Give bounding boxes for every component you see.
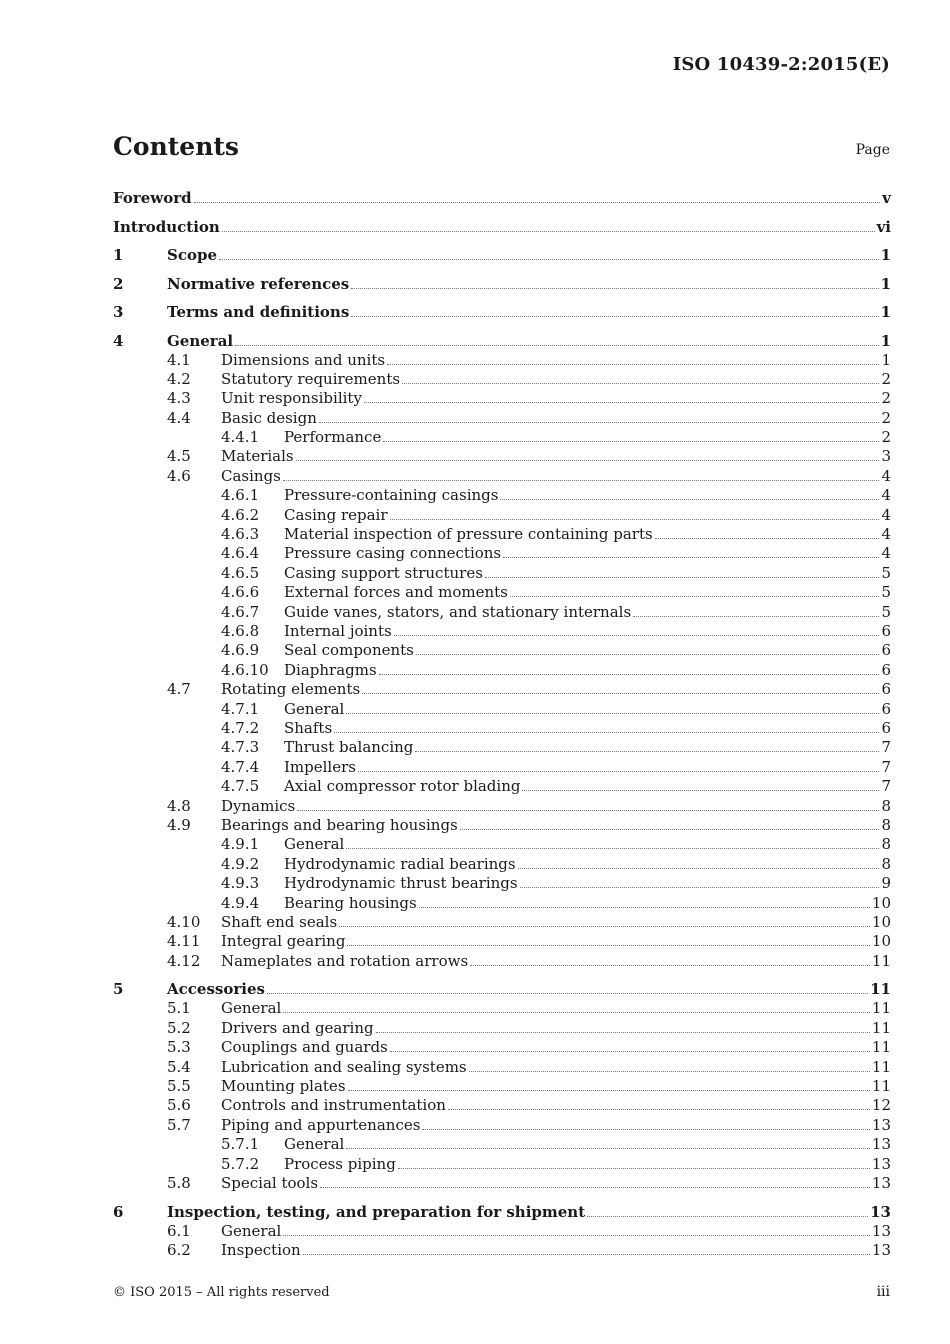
toc-entry-title: Internal joints [284, 622, 392, 640]
toc-subsection-entry[interactable] [113, 775, 891, 795]
toc-entry-title: Unit responsibility [221, 389, 362, 407]
toc-subsection-entry[interactable] [113, 892, 891, 912]
toc-entry-number: 4.6.10 [221, 661, 269, 679]
toc-dot-leader [460, 829, 880, 830]
toc-subsection-entry[interactable] [113, 1172, 891, 1192]
toc-subsection-entry[interactable] [113, 504, 891, 524]
toc-dot-leader [222, 231, 875, 232]
toc-entry-title: Dynamics [221, 797, 296, 815]
toc-dot-leader [522, 790, 879, 791]
toc-entry-page: 1 [881, 351, 891, 369]
toc-entry-number: 1 [113, 246, 124, 264]
toc-entry-page: 13 [871, 1155, 891, 1173]
toc-entry-number: 4.6.2 [221, 506, 260, 524]
toc-entry-page: 6 [881, 641, 891, 659]
toc-entry-title: Axial compressor rotor blading [284, 777, 521, 795]
toc-section-entry[interactable] [113, 187, 891, 207]
toc-entry-number: 4.9 [167, 816, 191, 834]
toc-entry-title: Casing repair [284, 506, 388, 524]
toc-dot-leader [390, 519, 880, 520]
toc-entry-page: 10 [871, 932, 891, 950]
toc-entry-number: 6.1 [167, 1222, 191, 1240]
toc-dot-leader [358, 771, 879, 772]
toc-entry-number: 6 [113, 1203, 124, 1221]
toc-entry-number: 5.7.1 [221, 1135, 260, 1153]
toc-subsection-entry[interactable] [113, 814, 891, 834]
toc-entry-page: 7 [881, 758, 891, 776]
toc-entry-page: 13 [871, 1116, 891, 1134]
toc-dot-leader [339, 926, 870, 927]
toc-entry-number: 5.6 [167, 1096, 191, 1114]
toc-entry-page: 4 [881, 467, 891, 485]
toc-dot-leader [351, 288, 878, 289]
toc-subsection-entry[interactable] [113, 950, 891, 970]
toc-entry-page: 12 [871, 1096, 891, 1114]
toc-entry-number: 4.7.2 [221, 719, 260, 737]
toc-entry-number: 4.7.1 [221, 700, 260, 718]
toc-section-entry[interactable] [113, 216, 891, 236]
toc-subsection-entry[interactable] [113, 1036, 891, 1056]
toc-subsection-entry[interactable] [113, 601, 891, 621]
toc-entry-page: 10 [871, 894, 891, 912]
toc-subsection-entry[interactable] [113, 1153, 891, 1173]
toc-entry-number: 4.6.5 [221, 564, 260, 582]
toc-entry-title: Performance [284, 428, 382, 446]
toc-subsection-entry[interactable] [113, 1133, 891, 1153]
toc-dot-leader [655, 538, 880, 539]
toc-entry-number: 6.2 [167, 1241, 191, 1259]
toc-dot-leader [448, 1109, 870, 1110]
toc-entry-title: General [284, 835, 345, 853]
toc-entry-page: 1 [880, 275, 891, 293]
toc-entry-page: 8 [881, 797, 891, 815]
toc-subsection-entry[interactable] [113, 1075, 891, 1095]
toc-subsection-entry[interactable] [113, 795, 891, 815]
toc-entry-title: Pressure-containing casings [284, 486, 499, 504]
toc-dot-leader [346, 848, 879, 849]
toc-entry-page: 11 [871, 1058, 891, 1076]
toc-dot-leader [346, 713, 879, 714]
toc-entry-page: 2 [881, 409, 891, 427]
toc-subsection-entry[interactable] [113, 698, 891, 718]
toc-entry-title: Special tools [221, 1174, 319, 1192]
toc-dot-leader [633, 616, 879, 617]
toc-entry-page: 7 [881, 777, 891, 795]
toc-entry-title: Casings [221, 467, 281, 485]
toc-dot-leader [500, 499, 879, 500]
toc-entry-page: 8 [881, 835, 891, 853]
toc-dot-leader [469, 1071, 870, 1072]
toc-entry-page: 6 [881, 661, 891, 679]
toc-entry-page: 13 [871, 1135, 891, 1153]
toc-entry-page: 5 [881, 583, 891, 601]
toc-entry-number: 4.6.7 [221, 603, 260, 621]
toc-entry-page: 9 [881, 874, 891, 892]
toc-entry-number: 4.2 [167, 370, 191, 388]
toc-entry-title: Normative references [167, 275, 350, 293]
toc-subsection-entry[interactable] [113, 678, 891, 698]
toc-subsection-entry[interactable] [113, 407, 891, 427]
toc-dot-leader [470, 965, 870, 966]
toc-entry-title: Piping and appurtenances [221, 1116, 421, 1134]
toc-subsection-entry[interactable] [113, 465, 891, 485]
toc-entry-title: Introduction [113, 218, 220, 236]
toc-subsection-entry[interactable] [113, 542, 891, 562]
toc-subsection-entry[interactable] [113, 1220, 891, 1240]
toc-entry-title: External forces and moments [284, 583, 508, 601]
toc-subsection-entry[interactable] [113, 445, 891, 465]
toc-entry-page: 11 [870, 980, 891, 998]
toc-entry-number: 4.6 [167, 467, 191, 485]
toc-entry-title: General [221, 1222, 282, 1240]
toc-entry-page: 6 [881, 719, 891, 737]
toc-entry-page: 1 [880, 303, 891, 321]
toc-entry-number: 5.8 [167, 1174, 191, 1192]
toc-entry-title: Nameplates and rotation arrows [221, 952, 469, 970]
toc-dot-leader [402, 383, 879, 384]
toc-dot-leader [303, 1254, 870, 1255]
toc-section-entry[interactable] [113, 301, 891, 321]
toc-entry-number: 4.8 [167, 797, 191, 815]
toc-dot-leader [520, 887, 880, 888]
toc-subsection-entry[interactable] [113, 620, 891, 640]
toc-entry-title: Dimensions and units [221, 351, 386, 369]
toc-entry-page: 11 [871, 1077, 891, 1095]
toc-dot-leader [387, 364, 879, 365]
toc-entry-number: 4.4.1 [221, 428, 260, 446]
toc-entry-page: v [882, 189, 891, 207]
toc-entry-title: General [167, 332, 234, 350]
toc-entry-number: 4.9.2 [221, 855, 260, 873]
toc-entry-title: Impellers [284, 758, 356, 776]
toc-entry-number: 5.2 [167, 1019, 191, 1037]
toc-entry-page: 8 [881, 855, 891, 873]
toc-subsection-entry[interactable] [113, 484, 891, 504]
toc-entry-number: 4.6.8 [221, 622, 260, 640]
toc-dot-leader [235, 345, 878, 346]
toc-entry-number: 5.7.2 [221, 1155, 260, 1173]
toc-entry-number: 2 [113, 275, 124, 293]
toc-entry-page: 11 [871, 952, 891, 970]
toc-dot-leader [347, 945, 869, 946]
toc-dot-leader [518, 868, 880, 869]
toc-subsection-entry[interactable] [113, 1094, 891, 1114]
toc-entry-number: 4.9.1 [221, 835, 260, 853]
toc-entry-number: 4.4 [167, 409, 191, 427]
toc-dot-leader [319, 422, 880, 423]
toc-subsection-entry[interactable] [113, 833, 891, 853]
table-of-contents [113, 0, 891, 1344]
toc-section-entry[interactable] [113, 978, 891, 998]
toc-entry-page: 13 [871, 1174, 891, 1192]
toc-entry-number: 4.6.9 [221, 641, 260, 659]
toc-entry-title: Shaft end seals [221, 913, 338, 931]
toc-entry-title: Pressure casing connections [284, 544, 502, 562]
page-title: Contents [113, 132, 240, 161]
toc-dot-leader [364, 402, 880, 403]
toc-subsection-entry[interactable] [113, 659, 891, 679]
toc-dot-leader [348, 1090, 870, 1091]
toc-entry-number: 4.6.3 [221, 525, 260, 543]
toc-entry-number: 5.1 [167, 999, 191, 1017]
toc-entry-number: 3 [113, 303, 124, 321]
toc-entry-number: 4.12 [167, 952, 201, 970]
toc-entry-title: Lubrication and sealing systems [221, 1058, 467, 1076]
toc-subsection-entry[interactable] [113, 997, 891, 1017]
toc-dot-leader [419, 907, 870, 908]
toc-entry-title: Integral gearing [221, 932, 346, 950]
toc-entry-page: 1 [880, 332, 891, 350]
toc-entry-number: 4.7.3 [221, 738, 260, 756]
toc-entry-title: Casing support structures [284, 564, 483, 582]
toc-entry-number: 5.4 [167, 1058, 191, 1076]
toc-dot-leader [362, 693, 879, 694]
toc-entry-page: 6 [881, 700, 891, 718]
toc-entry-title: Process piping [284, 1155, 396, 1173]
toc-entry-page: vi [876, 218, 891, 236]
toc-subsection-entry[interactable] [113, 1114, 891, 1134]
toc-section-entry[interactable] [113, 244, 891, 264]
toc-entry-title: Controls and instrumentation [221, 1096, 446, 1114]
toc-entry-number: 4.6.4 [221, 544, 260, 562]
toc-subsection-entry[interactable] [113, 1239, 891, 1259]
toc-dot-leader [587, 1216, 868, 1217]
toc-entry-number: 4.6.1 [221, 486, 260, 504]
toc-entry-number: 4.10 [167, 913, 201, 931]
toc-dot-leader [283, 1235, 870, 1236]
toc-entry-page: 8 [881, 816, 891, 834]
toc-subsection-entry[interactable] [113, 523, 891, 543]
toc-entry-page: 13 [871, 1241, 891, 1259]
toc-dot-leader [267, 993, 868, 994]
toc-subsection-entry[interactable] [113, 349, 891, 369]
toc-subsection-entry[interactable] [113, 930, 891, 950]
toc-entry-page: 4 [881, 506, 891, 524]
toc-entry-title: Hydrodynamic radial bearings [284, 855, 516, 873]
toc-entry-title: Thrust balancing [284, 738, 414, 756]
toc-entry-number: 4.7.5 [221, 777, 260, 795]
toc-entry-title: Inspection, testing, and preparation for shipment [167, 1203, 586, 1221]
toc-dot-leader [283, 480, 880, 481]
toc-entry-title: Guide vanes, stators, and stationary internals [284, 603, 632, 621]
toc-section-entry[interactable] [113, 1201, 891, 1221]
toc-entry-title: Drivers and gearing [221, 1019, 374, 1037]
toc-subsection-entry[interactable] [113, 717, 891, 737]
toc-entry-page: 6 [881, 680, 891, 698]
page-number: iii [876, 1284, 890, 1300]
toc-entry-page: 13 [870, 1203, 891, 1221]
toc-entry-title: Rotating elements [221, 680, 361, 698]
toc-entry-title: General [284, 700, 345, 718]
toc-subsection-entry[interactable] [113, 426, 891, 446]
toc-entry-title: Seal components [284, 641, 414, 659]
toc-subsection-entry[interactable] [113, 1056, 891, 1076]
toc-entry-title: Bearings and bearing housings [221, 816, 458, 834]
toc-entry-title: Material inspection of pressure containing parts [284, 525, 653, 543]
toc-entry-page: 11 [871, 1019, 891, 1037]
toc-entry-title: Basic design [221, 409, 317, 427]
toc-entry-title: Couplings and guards [221, 1038, 388, 1056]
toc-section-entry[interactable] [113, 330, 891, 350]
toc-entry-title: Shafts [284, 719, 333, 737]
toc-dot-leader [379, 674, 880, 675]
toc-entry-page: 3 [881, 447, 891, 465]
toc-subsection-entry[interactable] [113, 853, 891, 873]
toc-entry-page: 7 [881, 738, 891, 756]
toc-entry-page: 11 [871, 1038, 891, 1056]
toc-dot-leader [416, 654, 880, 655]
toc-entry-number: 4.7.4 [221, 758, 260, 776]
toc-entry-title: General [221, 999, 282, 1017]
toc-entry-number: 4.3 [167, 389, 191, 407]
toc-entry-number: 5.7 [167, 1116, 191, 1134]
toc-dot-leader [194, 202, 881, 203]
toc-entry-page: 13 [871, 1222, 891, 1240]
toc-entry-title: Terms and definitions [167, 303, 350, 321]
toc-entry-page: 1 [880, 246, 891, 264]
toc-subsection-entry[interactable] [113, 872, 891, 892]
toc-entry-title: Mounting plates [221, 1077, 346, 1095]
toc-entry-page: 2 [881, 389, 891, 407]
toc-entry-page: 2 [881, 370, 891, 388]
toc-subsection-entry[interactable] [113, 581, 891, 601]
toc-dot-leader [351, 316, 878, 317]
toc-dot-leader [296, 460, 880, 461]
toc-dot-leader [346, 1148, 870, 1149]
toc-entry-page: 10 [871, 913, 891, 931]
toc-dot-leader [376, 1032, 870, 1033]
toc-dot-leader [415, 751, 879, 752]
toc-dot-leader [390, 1051, 870, 1052]
toc-entry-title: Scope [167, 246, 218, 264]
toc-subsection-entry[interactable] [113, 911, 891, 931]
toc-entry-title: Accessories [167, 980, 265, 998]
toc-entry-page: 5 [881, 603, 891, 621]
toc-entry-title: General [284, 1135, 345, 1153]
toc-entry-title: Hydrodynamic thrust bearings [284, 874, 518, 892]
toc-dot-leader [334, 732, 879, 733]
toc-dot-leader [383, 441, 879, 442]
toc-entry-number: 5 [113, 980, 124, 998]
toc-entry-number: 5.3 [167, 1038, 191, 1056]
toc-entry-title: Bearing housings [284, 894, 417, 912]
toc-dot-leader [422, 1129, 869, 1130]
copyright-notice: © ISO 2015 – All rights reserved [113, 1285, 330, 1300]
toc-subsection-entry[interactable] [113, 562, 891, 582]
toc-entry-number: 4.5 [167, 447, 191, 465]
toc-subsection-entry[interactable] [113, 756, 891, 776]
toc-entry-page: 4 [881, 486, 891, 504]
toc-section-entry[interactable] [113, 273, 891, 293]
toc-dot-leader [485, 577, 880, 578]
document-id: ISO 10439-2:2015(E) [672, 54, 890, 75]
toc-entry-number: 4.9.4 [221, 894, 260, 912]
toc-subsection-entry[interactable] [113, 736, 891, 756]
toc-entry-title: Diaphragms [284, 661, 377, 679]
toc-entry-title: Statutory requirements [221, 370, 401, 388]
toc-entry-page: 2 [881, 428, 891, 446]
toc-dot-leader [398, 1168, 870, 1169]
toc-entry-page: 5 [881, 564, 891, 582]
toc-entry-page: 4 [881, 525, 891, 543]
toc-entry-page: 4 [881, 544, 891, 562]
toc-entry-number: 4.6.6 [221, 583, 260, 601]
toc-dot-leader [320, 1187, 870, 1188]
toc-entry-title: Inspection [221, 1241, 301, 1259]
toc-subsection-entry[interactable] [113, 639, 891, 659]
toc-entry-number: 4.11 [167, 932, 201, 950]
page-column-label: Page [855, 142, 890, 158]
toc-subsection-entry[interactable] [113, 387, 891, 407]
toc-entry-title: Foreword [113, 189, 192, 207]
toc-dot-leader [283, 1012, 870, 1013]
toc-dot-leader [219, 259, 879, 260]
toc-entry-number: 4.1 [167, 351, 191, 369]
toc-dot-leader [297, 810, 879, 811]
toc-entry-page: 11 [871, 999, 891, 1017]
toc-dot-leader [394, 635, 880, 636]
toc-entry-title: Materials [221, 447, 294, 465]
toc-entry-number: 4.9.3 [221, 874, 260, 892]
toc-dot-leader [510, 596, 880, 597]
toc-entry-page: 6 [881, 622, 891, 640]
toc-entry-number: 5.5 [167, 1077, 191, 1095]
toc-entry-number: 4 [113, 332, 124, 350]
toc-dot-leader [503, 557, 879, 558]
toc-entry-number: 4.7 [167, 680, 191, 698]
toc-subsection-entry[interactable] [113, 1017, 891, 1037]
toc-subsection-entry[interactable] [113, 368, 891, 388]
